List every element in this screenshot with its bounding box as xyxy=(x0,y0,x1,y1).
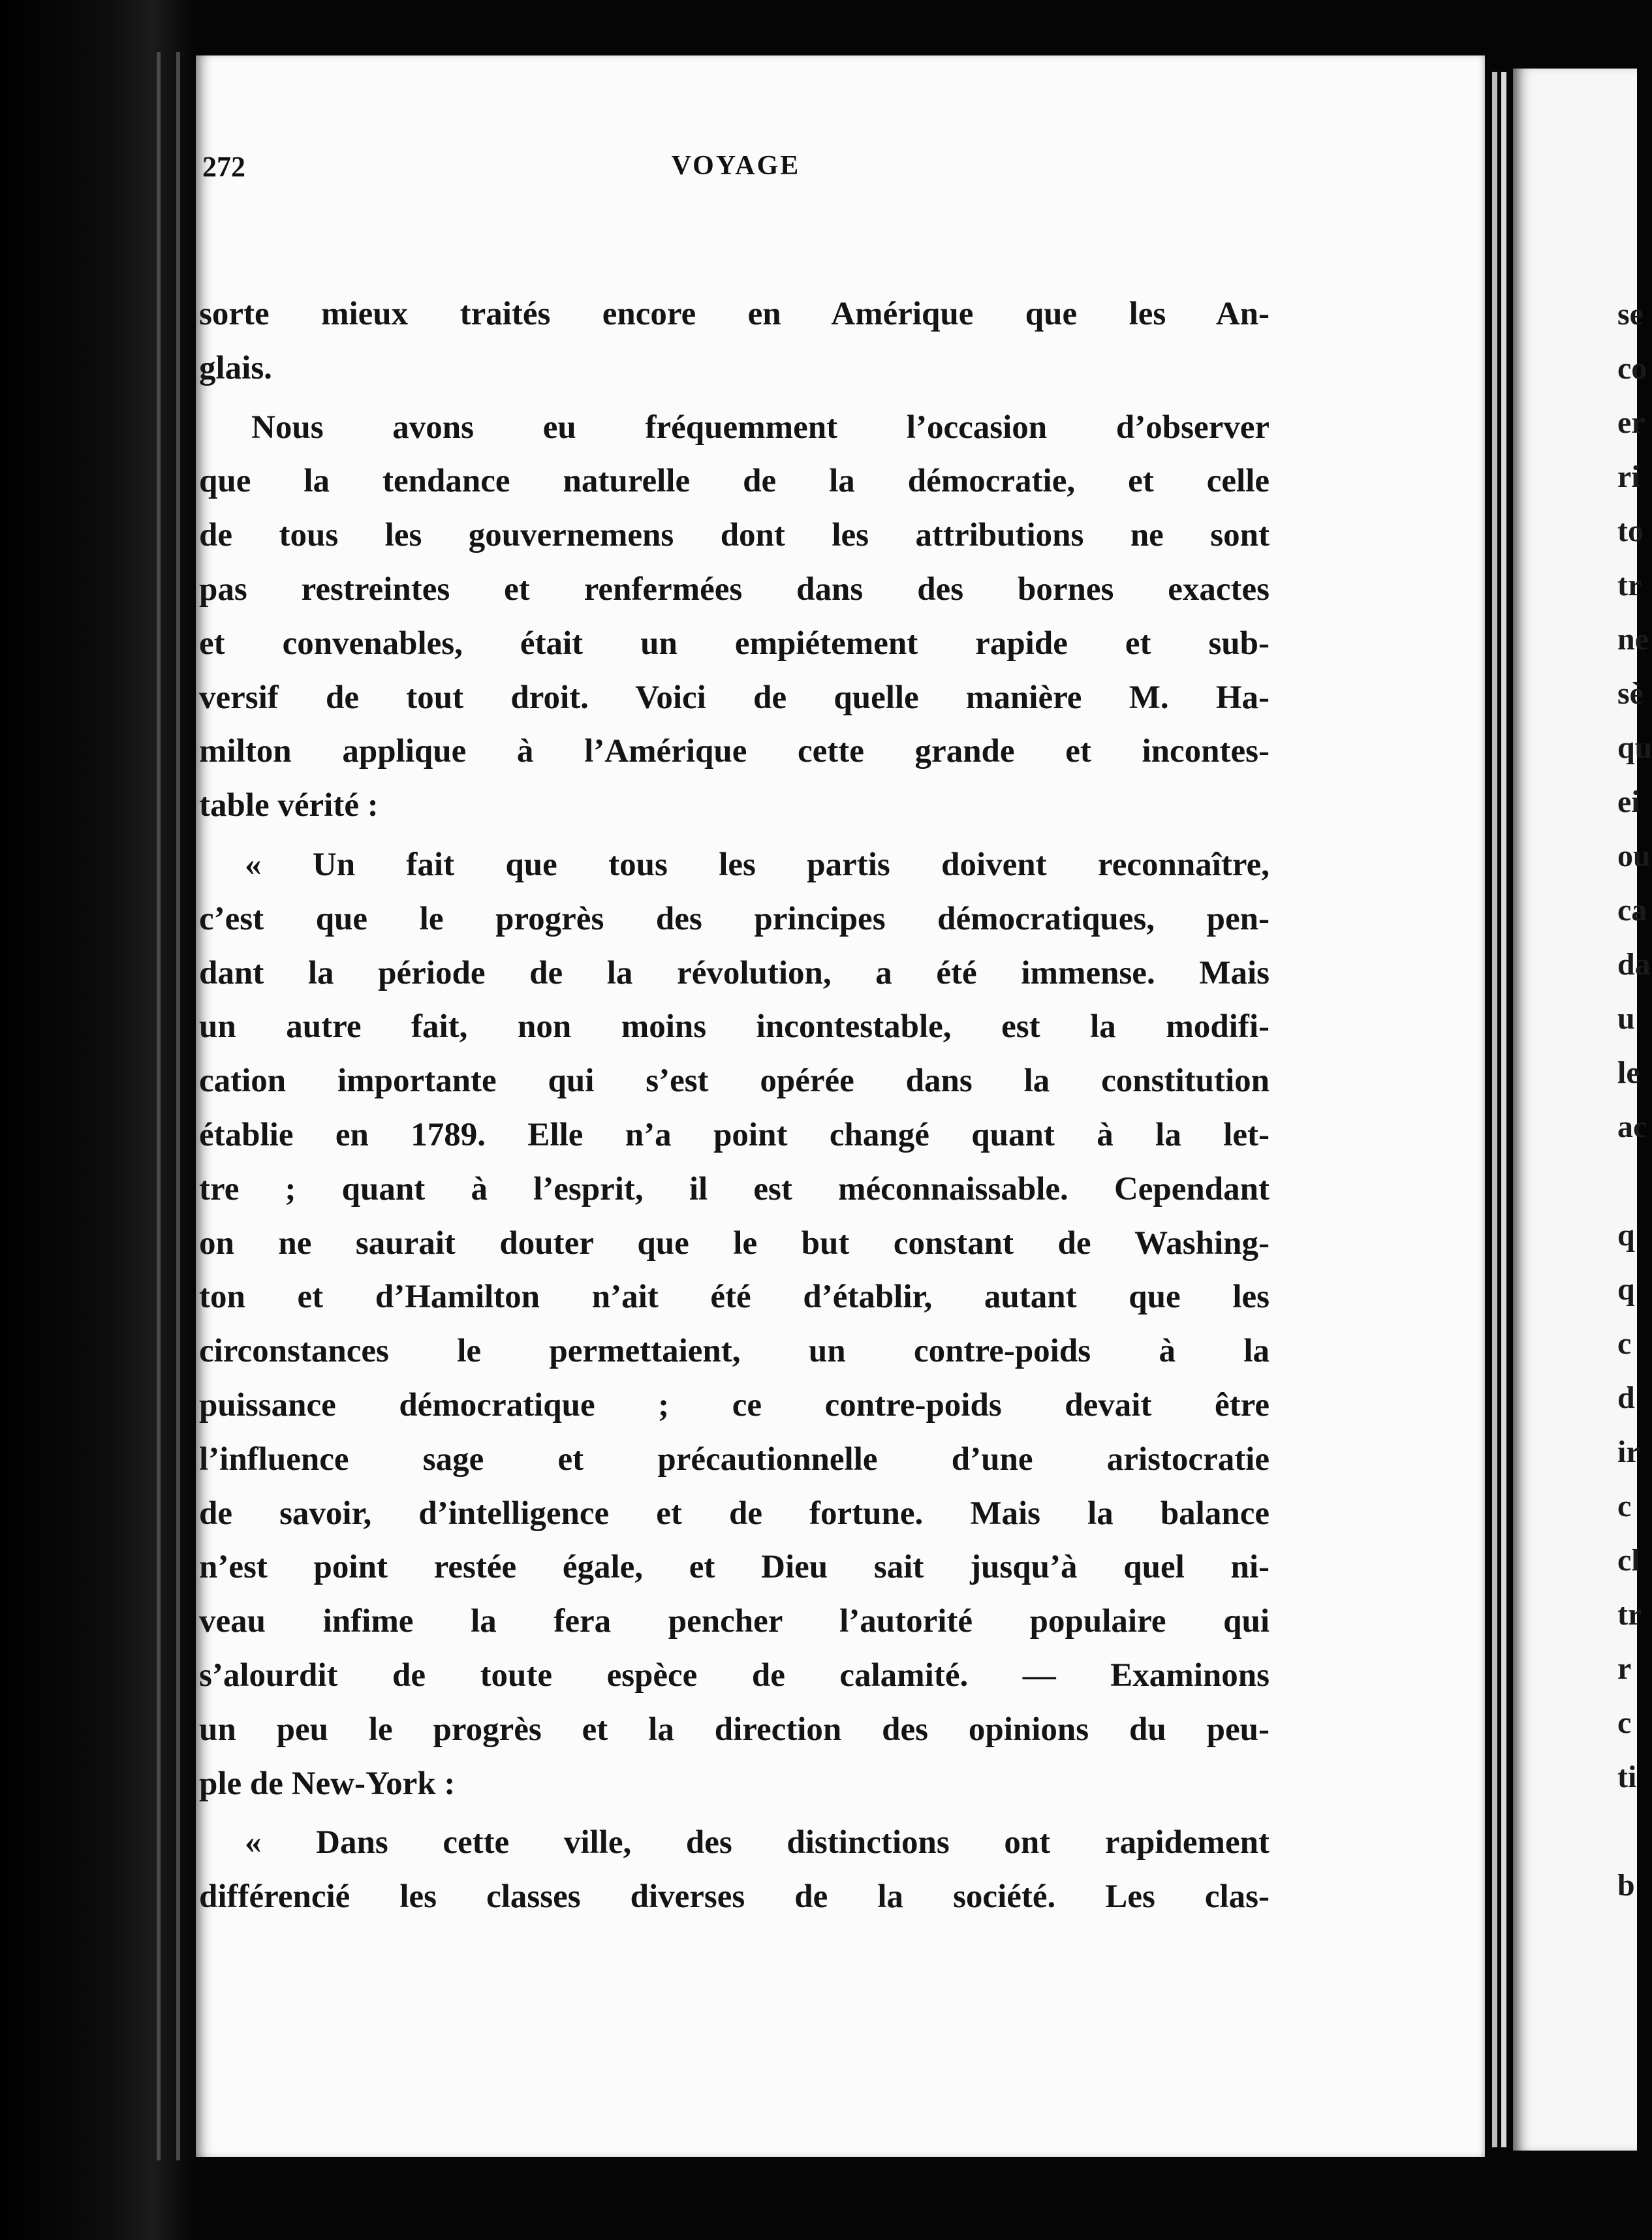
text-line: c’est que le progrès des principes démocratiques, pen- xyxy=(199,900,1270,937)
facing-fragment: co xyxy=(1617,351,1647,386)
gutter-line xyxy=(176,52,180,2160)
text-line: un peu le progrès et la direction des opinions du peu- xyxy=(199,1711,1270,1748)
facing-fragment: ca xyxy=(1617,893,1647,927)
text-line: un autre fait, non moins incontestable, est la modifi- xyxy=(199,1008,1270,1046)
text-line: ple de New-York : xyxy=(199,1765,456,1802)
text-line: tre ; quant à l’esprit, il est méconnaissable. Cependant xyxy=(199,1170,1270,1207)
page-edge xyxy=(1501,72,1506,2147)
facing-fragment: le xyxy=(1617,1055,1640,1090)
text-line: table vérité : xyxy=(199,787,379,824)
facing-fragment: c xyxy=(1617,1326,1632,1361)
text-line: veau infime la fera pencher l’autorité populaire qui xyxy=(199,1603,1270,1640)
facing-fragment: r xyxy=(1617,1651,1632,1686)
facing-fragment: d xyxy=(1617,1380,1635,1415)
text-line: ton et d’Hamilton n’ait été d’établir, autant que les xyxy=(199,1279,1270,1316)
book-gutter xyxy=(0,0,196,2240)
gutter-line xyxy=(157,52,161,2160)
facing-fragment: se xyxy=(1617,297,1644,332)
page-header xyxy=(202,150,1270,196)
text-line: circonstances le permettaient, un contre-poids à la xyxy=(199,1333,1270,1370)
page-number: 272 xyxy=(202,151,245,183)
text-line: versif de tout droit. Voici de quelle manière M. Ha- xyxy=(199,679,1270,716)
facing-fragment: c xyxy=(1617,1489,1632,1523)
facing-fragment: q xyxy=(1617,1272,1635,1307)
text-line: cation importante qui s’est opérée dans la constitution xyxy=(199,1063,1270,1100)
facing-fragment: ri xyxy=(1617,459,1640,494)
facing-fragment: sè xyxy=(1617,676,1644,711)
text-line: milton applique à l’Amérique cette grande et incontes- xyxy=(199,733,1270,770)
facing-fragment: b xyxy=(1617,1868,1635,1903)
facing-fragment: tr xyxy=(1617,568,1642,602)
text-line: l’influence sage et précautionnelle d’une aristocratie xyxy=(199,1440,1270,1478)
text-line: dant la période de la révolution, a été immense. Mais xyxy=(199,954,1270,991)
facing-page-text xyxy=(1617,287,1652,1912)
text-line: pas restreintes et renfermées dans des bornes exactes xyxy=(199,570,1270,608)
text-line: Nous avons eu fréquemment l’occasion d’observer xyxy=(251,409,1270,446)
facing-fragment: ac xyxy=(1617,1110,1647,1144)
facing-fragment: u xyxy=(1617,1001,1635,1036)
facing-fragment: ir xyxy=(1617,1435,1640,1469)
text-line: de savoir, d’intelligence et de fortune. Mais la balance xyxy=(199,1495,1270,1532)
text-line: n’est point restée égale, et Dieu sait jusqu’à quel ni- xyxy=(199,1549,1270,1586)
facing-fragment: ou xyxy=(1617,839,1651,873)
facing-fragment: qu xyxy=(1617,730,1652,765)
facing-fragment: er xyxy=(1617,405,1645,440)
page-edge xyxy=(1492,72,1497,2147)
facing-fragment: ti xyxy=(1617,1760,1637,1794)
text-line: sorte mieux traités encore en Amérique que les An- xyxy=(199,296,1270,332)
text-line: que la tendance naturelle de la démocratie, et celle xyxy=(199,463,1270,500)
facing-fragment: ei xyxy=(1617,785,1640,819)
facing-fragment: ne xyxy=(1617,622,1649,657)
facing-fragment xyxy=(1617,1804,1637,1858)
text-line: on ne saurait douter que le but constant de Washing- xyxy=(199,1224,1270,1262)
text-line: « Dans cette ville, des distinctions ont rapidement xyxy=(245,1824,1270,1861)
facing-fragment: to xyxy=(1617,514,1644,548)
running-title: VOYAGE xyxy=(671,151,801,181)
facing-fragment xyxy=(1617,1154,1637,1208)
facing-fragment: cl xyxy=(1617,1543,1640,1578)
facing-fragment: c xyxy=(1617,1705,1632,1740)
text-line: établie en 1789. Elle n’a point changé quant à la let- xyxy=(199,1116,1270,1153)
text-line: et convenables, était un empiétement rapide et sub- xyxy=(199,625,1270,662)
text-line: de tous les gouvernemens dont les attributions ne sont xyxy=(199,517,1270,554)
text-line: « Un fait que tous les partis doivent reconnaître, xyxy=(245,846,1270,883)
text-line: s’alourdit de toute espèce de calamité. — Examinons xyxy=(199,1657,1270,1694)
page-body-text xyxy=(199,287,1270,1924)
facing-fragment: q xyxy=(1617,1218,1635,1252)
facing-fragment: da xyxy=(1617,947,1651,982)
text-line: puissance démocratique ; ce contre-poids devait être xyxy=(199,1386,1270,1423)
facing-fragment: tr xyxy=(1617,1597,1642,1632)
text-line: différencié les classes diverses de la société. Les clas- xyxy=(199,1878,1270,1916)
text-line: glais. xyxy=(199,349,272,386)
